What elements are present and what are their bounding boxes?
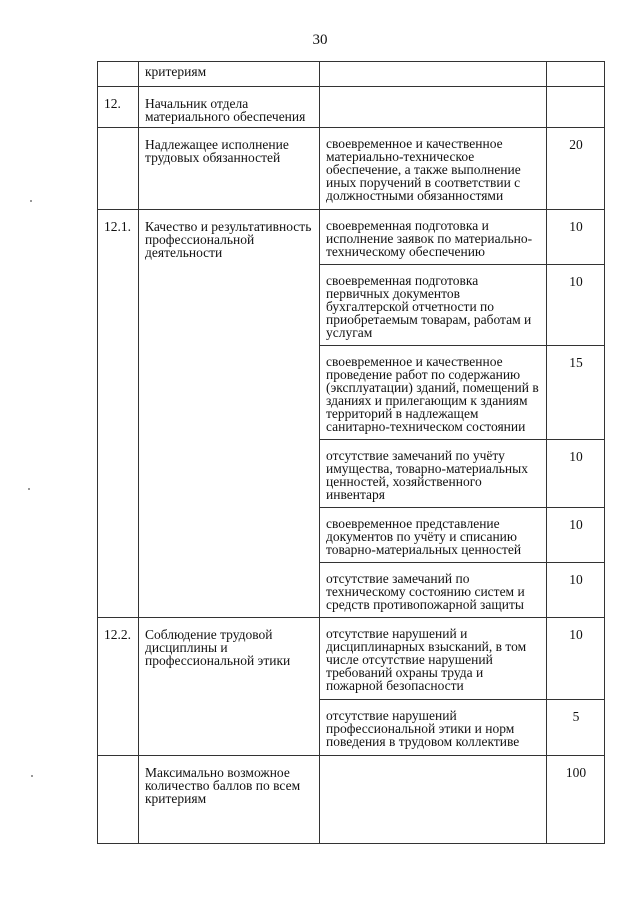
criterion-cell: критериям <box>139 62 320 87</box>
indicator-cell: отсутствие замечаний по техническому состоянию систем и средств противопожарной защиты <box>320 563 547 618</box>
row-number: 12.1. <box>98 210 139 618</box>
score-cell: 10 <box>547 210 605 265</box>
table-row <box>98 618 605 700</box>
score-cell <box>547 87 605 128</box>
row-number <box>98 62 139 87</box>
indicator-cell: своевременное представление документов по учёту и списанию товарно-материальных ценностей <box>320 508 547 563</box>
score-cell <box>547 62 605 87</box>
score-cell: 100 <box>547 756 605 844</box>
row-number: 12. <box>98 87 139 128</box>
criteria-table <box>97 61 605 844</box>
table-row <box>98 128 605 210</box>
criterion-cell: Качество и результативность профессиональной деятельности <box>139 210 320 618</box>
score-cell: 15 <box>547 346 605 440</box>
indicator-cell <box>320 87 547 128</box>
criterion-cell: Надлежащее исполнение трудовых обязанностей <box>139 128 320 210</box>
score-cell: 10 <box>547 265 605 346</box>
scan-speck <box>30 200 32 202</box>
score-cell: 10 <box>547 563 605 618</box>
indicator-cell: отсутствие замечаний по учёту имущества, товарно-материальных ценностей, хозяйственного инвентаря <box>320 440 547 508</box>
table-row <box>98 210 605 265</box>
table-row <box>98 756 605 844</box>
row-number <box>98 756 139 844</box>
indicator-cell <box>320 756 547 844</box>
row-number: 12.2. <box>98 618 139 756</box>
indicator-cell: своевременная подготовка и исполнение заявок по материально-техническому обеспечению <box>320 210 547 265</box>
table-row <box>98 62 605 87</box>
scan-speck <box>31 775 33 777</box>
scan-speck <box>28 488 30 490</box>
score-cell: 10 <box>547 618 605 700</box>
score-cell: 20 <box>547 128 605 210</box>
row-number <box>98 128 139 210</box>
indicator-cell: своевременное и качественное материально-техническое обеспечение, а также выполнение иных поручений в соответствии с должностными обязанностями <box>320 128 547 210</box>
score-cell: 5 <box>547 700 605 756</box>
indicator-cell: отсутствие нарушений профессиональной этики и норм поведения в трудовом коллективе <box>320 700 547 756</box>
indicator-cell <box>320 62 547 87</box>
page-number: 30 <box>312 32 328 48</box>
criterion-cell: Начальник отдела материального обеспечения <box>139 87 320 128</box>
indicator-cell: отсутствие нарушений и дисциплинарных взысканий, в том числе отсутствие нарушений требований охраны труда и пожарной безопасности <box>320 618 547 700</box>
criterion-cell: Максимально возможное количество баллов по всем критериям <box>139 756 320 844</box>
score-cell: 10 <box>547 508 605 563</box>
criterion-cell: Соблюдение трудовой дисциплины и профессиональной этики <box>139 618 320 756</box>
score-cell: 10 <box>547 440 605 508</box>
indicator-cell: своевременное и качественное проведение работ по содержанию (эксплуатации) зданий, помещений в зданиях и прилегающим к зданиям территорий в надлежащем санитарно-техническом состоянии <box>320 346 547 440</box>
table-row <box>98 87 605 128</box>
indicator-cell: своевременная подготовка первичных документов бухгалтерской отчетности по приобретаемым товарам, работам и услугам <box>320 265 547 346</box>
